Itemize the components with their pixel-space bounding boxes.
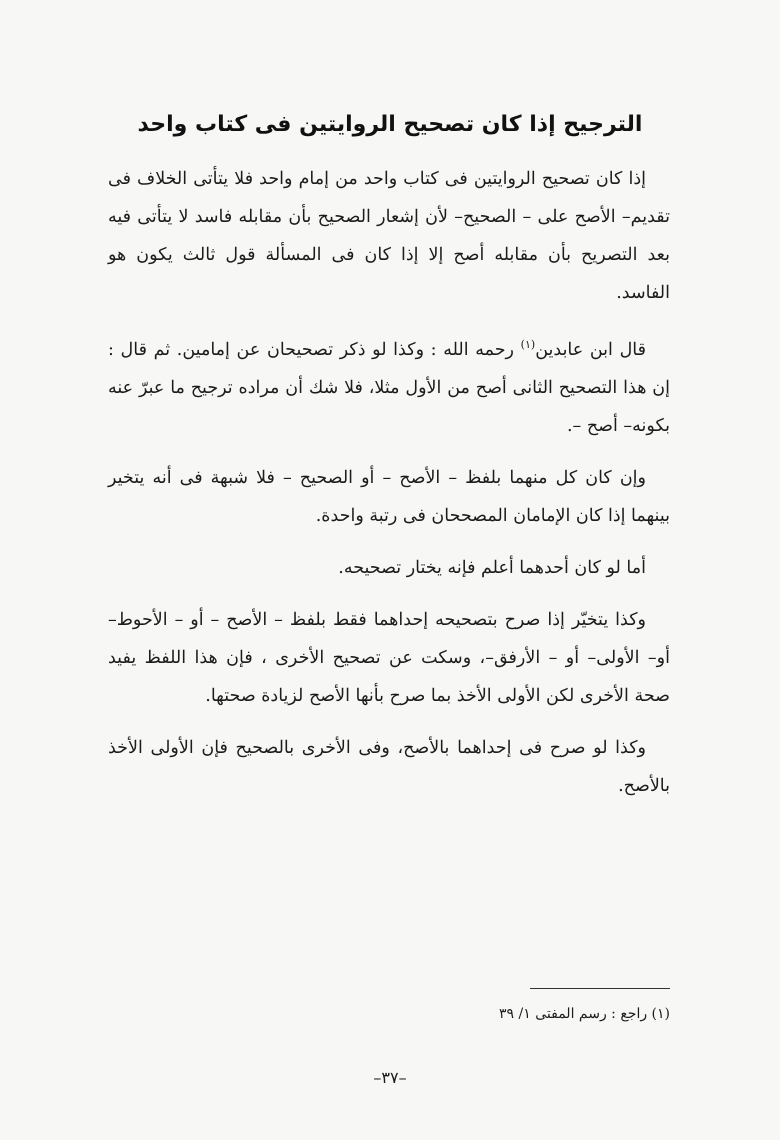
footnote-reference: (١): [520, 338, 536, 351]
footnote: (١) راجع : رسم المفتى ١/ ٣٩: [499, 1006, 670, 1022]
paragraph-6: وكذا لو صرح فى إحداهما بالأصح، وفى الأخرى بالصحيح فإن الأولى الأخذ بالأصح.: [108, 737, 670, 796]
page-title: الترجيح إذا كان تصحيح الروايتين فى كتاب واحد: [137, 112, 643, 137]
paragraph-2: [108, 326, 670, 445]
footnote-divider: [530, 988, 670, 989]
paragraph-2-rest: رحمه الله : وكذا لو ذكر تصحيحان عن إمامين. ثم قال : إن هذا التصحيح الثانى أصح من الأول مثلا، فلا شك أن مراده ترجيح ما عبرّ عنه بكونه– أصح –.: [108, 339, 670, 436]
paragraph-1: إذا كان تصحيح الروايتين فى كتاب واحد من إمام واحد فلا يتأتى الخلاف فى تقديم– الأصح على – الصحيح– لأن إشعار الصحيح بأن مقابله فاسد لا يتأتى فيه بعد التصريح بأن مقابله أصح إلا إذا كان فى المسألة قول ثالث يكون هو الفاسد.: [108, 169, 670, 303]
paragraph-4: أما لو كان أحدهما أعلم فإنه يختار تصحيحه.: [338, 557, 646, 578]
paragraph-2-start: قال ابن عابدين: [535, 339, 646, 360]
paragraph-3: وإن كان كل منهما بلفظ – الأصح – أو الصحيح – فلا شبهة فى أنه يتخير بينهما إذا كان الإمامان المصححان فى رتبة واحدة.: [108, 467, 670, 526]
paragraph-5: وكذا يتخيّر إذا صرح بتصحيحه إحداهما فقط بلفظ – الأصح – أو – الأحوط– أو– الأولى– أو – الأرفق–، وسكت عن تصحيح الأخرى ، فإن هذا اللفظ يفيد صحة الأخرى لكن الأولى الأخذ بما صرح بأنها الأصح لزيادة صحتها.: [108, 609, 670, 706]
page-number: –٣٧–: [373, 1068, 407, 1087]
body-text: [108, 160, 670, 819]
